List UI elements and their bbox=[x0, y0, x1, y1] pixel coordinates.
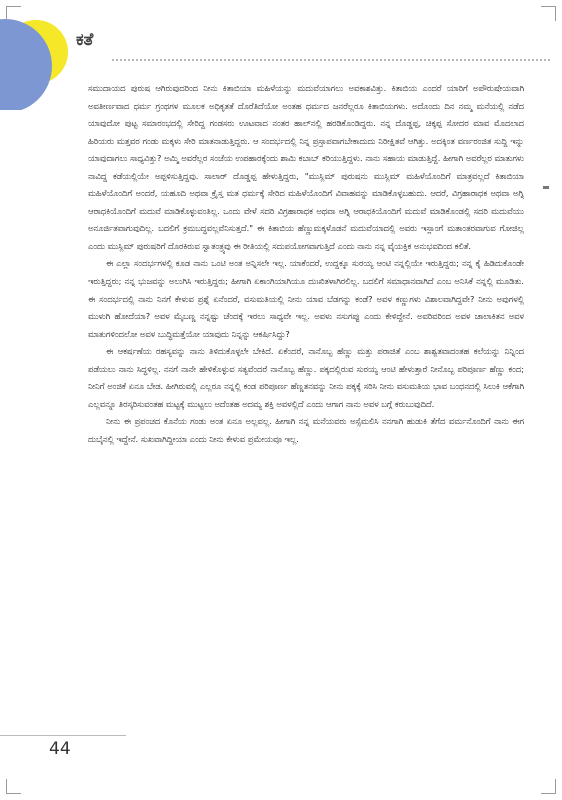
margin-mark bbox=[543, 186, 549, 189]
paragraph: ನೀನು ಈ ಪ್ರಪಂಚದ ಕೊನೆಯ ಗಂಡು ಅಂತ ಏನೂ ಅಲ್ಲವಲ್ಲ. ಹೀಗಾಗಿ ನನ್ನ ಮನೆಯವರು ಅಸ್ಸೆಮಲಿಸಿ ನನಗಾಗಿ ಹುಡುಕಿ ತೆಗೆದ ವರ್ಮನೊಂದಿಗೆ ನಾನು ಈಗ ದುಬೈನಲ್ಲಿ ಇದ್ದೇನೆ. ಸುಖವಾಗಿದ್ದೀಯಾ ಎಂದು ನೀನು ಕೇಳುವ ಪ್ರಮೇಯವೂ ಇಲ್ಲ. bbox=[88, 416, 524, 444]
dotted-rule bbox=[112, 59, 550, 61]
crop-mark-bottom-left bbox=[6, 779, 21, 794]
paragraph: ಈ ಎಲ್ಲಾ ಸಂದರ್ಭಗಳಲ್ಲಿ ಕೂಡ ನಾನು ಒಂಟಿ ಅಂತ ಅನ್ನಿಸಲೇ ಇಲ್ಲ. ಯಾಕೆಂದರೆ, ಉದ್ದಕ್ಕೂ ಸುರಯ್ಯ ಆಂಟಿ ನನ್ನಲ್ಲಿಯೇ ಇರುತ್ತಿದ್ದರು; ನನ್ನ ಕೈ ಹಿಡಿದುಕೊಂಡೇ ಇರುತ್ತಿದ್ದರು; ನನ್ನ ಭುಜವನ್ನು ಅಲುಗಿಸಿ ಇರುತ್ತಿದ್ದರು; ಹೀಗಾಗಿ ಏಕಾಂಗಿಯಾಗಿಯೂ ದುಃಖಿತಳಾಗಿರಲಿಲ್ಲ. ಬದಲಿಗೆ ಸಮಾಧಾನವಾಗಿದೆ ಎಂಬ ಅನಿಸಿಕೆ ನನ್ನಲ್ಲಿ ಮೂಡಿತು. ಈ ಸಂದರ್ಭದಲ್ಲಿ ನಾನು ನಿನಗೆ ಕೇಳುವ ಪ್ರಶ್ನೆ ಏನೆಂದರೆ, ವಸುಮತಿಯಲ್ಲಿ ನೀನು ಯಾವ ಬೆಡಗನ್ನು ಕಂಡೆ? ಅವಳ ಕಣ್ಣುಗಳು ವಿಶಾಲವಾಗಿದ್ದವೇ? ನೀನು ಅವುಗಳಲ್ಲಿ ಮುಳುಗಿ ಹೋದೆಯಾ? ಅವಳ ಮೈಬಣ್ಣ ನನ್ನಷ್ಟು ಚೆಂದಕ್ಕೆ ಇರಲು ಸಾಧ್ಯವೇ ಇಲ್ಲ. ಅವಳು ನಸುಗಪ್ಪು ಎಂದು ಕೇಳಿದ್ದೇನೆ. ಅವರಿವರಿಂದ ಅವಳ ಚಾಲಾಕಿತನ ಅವಳ ಮಾತುಗಳಿಂದಲೋ ಅವಳ ಬುದ್ಧಿಮತ್ತೆಯೋ ಯಾವುದು ನಿನ್ನನ್ನು ಆಕರ್ಷಿಸಿದ್ದು? bbox=[88, 258, 524, 339]
paragraph: ಸಮುದಾಯದ ಪುರುಷ ಆಗಿರುವುದರಿಂದ ನೀನು ಕಿತಾಬಿಯಾ ಮಹಿಳೆಯನ್ನು ಮದುವೆಯಾಗಲು ಅವಕಾಶವಿತ್ತು. ಕಿತಾಬಿಯ ಎಂದರೆ ಯಾರಿಗೆ ಅಪೌರುಷೇಯವಾಗಿ ಅವತೀರ್ಣವಾದ ಧರ್ಮ ಗ್ರಂಥಗಳ ಮೂಲಕ ಅಧಿಕೃತತೆ ದೊರೆತಿದೆಯೋ ಅಂತಹ ಧರ್ಮದ ಜನರೆಲ್ಲರೂ ಕಿತಾಬಿಯಗಳು. ಅದೊಂದು ದಿನ ನಮ್ಮ ಮನೆಯಲ್ಲಿ ನಡೆದ ಯಾವುದೋ ಪುಟ್ಟ ಸಮಾರಂಭದಲ್ಲಿ ಸೇರಿದ್ದ ಗಂಡಸರು ಊಟವಾದ ನಂತರ ಹಾಲ್‌ನಲ್ಲಿ ಹರಡಿಕೊಂಡಿದ್ದರು. ನನ್ನ ದೊಡ್ಡಪ್ಪ, ಚಿಕ್ಕಪ್ಪ ಸೋದರ ಮಾವ ಮೊದಲಾದ ಹಿರಿಯರು ಮತ್ತವರ ಗಂಡು ಮಕ್ಕಳು ಸೇರಿ ಮಾತನಾಡುತ್ತಿದ್ದರು. ಆ ಸಂದರ್ಭದಲ್ಲಿ ನಿನ್ನ ಪ್ರಸ್ತಾಪವಾಗಬೇಕಾದುದು ನಿರೀಕ್ಷಿತವೆ ಆಗಿತ್ತು. ಅದಕ್ಕಿಂತ ವರ್ಣರಂಜಿತ ಸುದ್ದಿ ಇನ್ನು ಯಾವುದಾಗಲು ಸಾಧ್ಯವಿತ್ತು? ಅಮ್ಮಿ ಅವರೆಲ್ಲರ ಸಂಜೆಯ ಉಪಹಾರಕ್ಕೆಂದು ಶಾಮಿ ಕಬಾಬ್ ಕರಿಯುತ್ತಿದ್ದಳು. ನಾನು ಸಹಾಯ ಮಾಡುತ್ತಿದ್ದೆ. ಹೀಗಾಗಿ ಅವರೆಲ್ಲರ ಮಾತುಗಳು ನಾವಿದ್ದ ಕಡೆಯಲ್ಲಿಯೇ ಅಪ್ಪಳಿಸುತ್ತಿದ್ದವು. ಸಾಲಾರ್ ದೊಡ್ಡಪ್ಪ ಹೇಳುತ್ತಿದ್ದರು, "ಮುಸ್ಲಿಮ್ ಪುರುಷನು ಮುಸ್ಲಿಮ್ ಮಹಿಳೆಯೊಂದಿಗೆ ಮಾತ್ರವಲ್ಲದೆ ಕಿತಾಬಿಯಾ ಮಹಿಳೆಯೊಂದಿಗೆ ಅಂದರೆ, ಯಹೂದಿ ಅಥವಾ ಕ್ರೈಸ್ತ ಮತ ಧರ್ಮಕ್ಕೆ ಸೇರಿದ ಮಹಿಳೆಯೊಂದಿಗೆ ವಿವಾಹವನ್ನು ಮಾಡಿಕೊಳ್ಳಬಹುದು. ಆದರೆ, ವಿಗ್ರಹಾರಾಧಕ ಅಥವಾ ಅಗ್ನಿ ಆರಾಧಕಿಯೊಂದಿಗೆ ಮದುವೆ ಮಾಡಿಕೊಳ್ಳುವಂತಿಲ್ಲ. ಒಂದು ವೇಳೆ ಸದರಿ ವಿಗ್ರಹಾರಾಧಕ ಅಥವಾ ಅಗ್ನಿ ಆರಾಧಕಿಯೊಂದಿಗೆ ಮದುವೆ ಮಾಡಿಕೊಂಡಲ್ಲಿ ಸದರಿ ಮದುವೆಯು ಅನೂರ್ಜಿತವಾಗುವುದಿಲ್ಲ. ಬದಲಿಗೆ ಕ್ರಮಬದ್ಧವಲ್ಲವೆನಿಸುತ್ತದೆ." ಈ ಕಿತಾಬಿಯ ಹೆಣ್ಣುಮಕ್ಕಳೊಡನೆ ಮದುವೆಯಾದಲ್ಲಿ ಅವರು ಇಸ್ಲಾಂಗೆ ಮತಾಂತರವಾಗುವ ಗೋಜಿಲ್ಲ ಎಂದು ಮುಸ್ಲಿಮ್ ಪುರುಷರಿಗೆ ದೊರಕಿರುವ ಸ್ವಾತಂತ್ರ್ಯವು ಈ ರೀತಿಯಲ್ಲಿ ಸದುಪಯೋಗವಾಗುತ್ತಿದೆ ಎಂದು ನಾನು ನನ್ನ ವೈಯಕ್ತಿಕ ಅನುಭವದಿಂದ ಕಲಿತೆ. bbox=[88, 83, 524, 251]
page-number: 44 bbox=[49, 739, 71, 759]
crop-mark-bottom-right bbox=[541, 779, 556, 794]
paragraph: ಈ ಆಕರ್ಷಣೆಯ ರಹಸ್ಯವನ್ನು ನಾನು ತಿಳಿದುಕೊಳ್ಳಲೇ ಬೇಕಿದೆ. ಏಕೆಂದರೆ, ನಾನೊಬ್ಬ ಹೆಣ್ಣು ಮತ್ತು ಪರಾಜಿತೆ ಎಂಬ ಶಾಶ್ವತವಾದಂತಹ ಕಲೆಯನ್ನು ನಿನ್ನಿಂದ ಪಡೆಯಲು ನಾನು ಸಿದ್ಧಳಿಲ್ಲ. ನನಗೆ ನಾನೇ ಹೇಳಿಕೊಳ್ಳುವ ಸತ್ಯವೆಂದರೆ ನಾನೊಬ್ಬ ಹೆಣ್ಣು. ಪಕ್ಕದಲ್ಲಿರುವ ಸುರಯ್ಯ ಆಂಟಿ ಹೇಳುತ್ತಾರೆ ನೀನೊಬ್ಬ ಪರಿಪೂರ್ಣ ಹೆಣ್ಣು ಕಂದ; ನೀನಿಗೆ ಅಂಜಿಕೆ ಏನೂ ಬೇಡ. ಹೀಗಿರುವಲ್ಲಿ ಎಲ್ಲರೂ ನನ್ನಲ್ಲಿ ಕಂಡ ಪರಿಪೂರ್ಣ ಹೆಣ್ಣತನವನ್ನು ನೀನು ಪಕ್ಕಕ್ಕೆ ಸರಿಸಿ ನೀನು ವಸುಮತಿಯ ಭಾವ ಬಂಧನದಲ್ಲಿ ಸಿಲುಕಿ ಆಕೆಗಾಗಿ ಎಲ್ಲವನ್ನೂ ತಿರಸ್ಕರಿಸುವಂತಹ ಮಟ್ಟಕ್ಕೆ ಮುಟ್ಟಲು ಅದೆಂತಹ ಅದಮ್ಯ ಶಕ್ತಿ ಅವಳಲ್ಲಿದೆ ಎಂದು ಆಗಾಗ ನಾನು ಅವಳ ಬಗ್ಗೆ ಕರುಬುವುದಿದೆ. bbox=[88, 346, 524, 409]
article-body bbox=[88, 80, 524, 448]
crop-mark-top-right bbox=[541, 6, 556, 21]
footer-rule bbox=[0, 735, 126, 736]
section-title: ಕತೆ bbox=[76, 30, 94, 50]
